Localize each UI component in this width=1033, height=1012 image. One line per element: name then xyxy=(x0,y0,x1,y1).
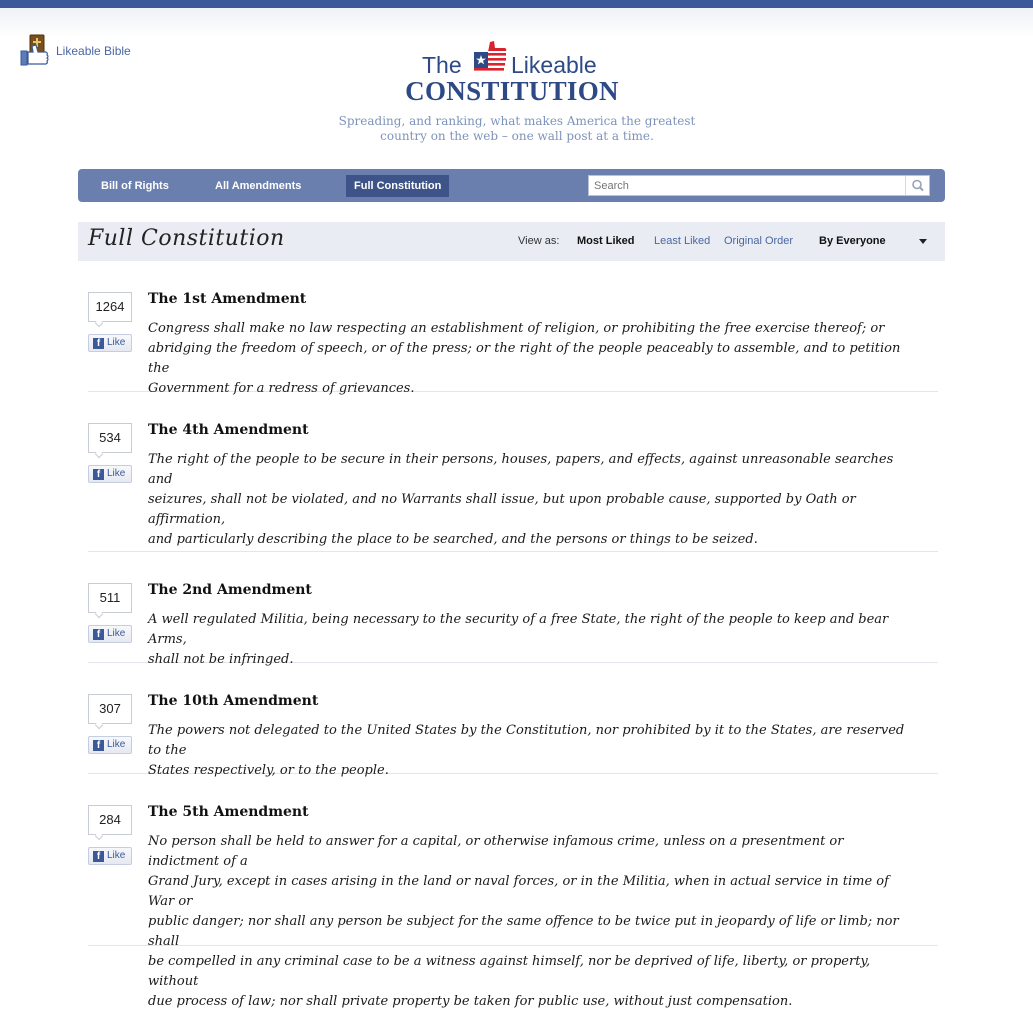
logo-likeable: Likeable xyxy=(511,52,597,78)
list-item xyxy=(88,663,938,778)
amendment-text: The powers not delegated to the United States by the Constitution, nor prohibited by it to the States, are reserved to the States respectively, or to the people. xyxy=(148,723,905,778)
flag-thumb-icon xyxy=(470,40,508,76)
like-count: 284 xyxy=(88,805,132,835)
top-gradient xyxy=(0,8,1033,38)
list-item xyxy=(88,774,938,1009)
site-logo[interactable] xyxy=(398,38,626,108)
search-box xyxy=(588,175,930,196)
facebook-f-icon: f xyxy=(93,851,104,862)
like-count: 534 xyxy=(88,423,132,453)
top-bar xyxy=(0,0,1033,8)
likeable-bible-label: Likeable Bible xyxy=(56,44,131,58)
search-button[interactable] xyxy=(905,176,929,195)
like-label: Like xyxy=(107,850,126,861)
like-button[interactable] xyxy=(88,334,132,352)
like-button[interactable] xyxy=(88,847,132,865)
amendment-text: No person shall be held to answer for a capital, or otherwise infamous crime, unless on a presentment or indictment of a Grand Jury, except in cases arising in the land or naval forces, or in the Militia, when in actual service in time of War or public danger; nor shall any person be subject for the same offence to be twice put in jeopardy of life or limb; nor shall be compelled in any criminal case to be a witness against himself, nor be deprived of life, liberty, or property, without due process of law; nor shall private property be taken for public use, without just compensation. xyxy=(148,834,899,1009)
sort-most-liked[interactable]: Most Liked xyxy=(577,235,635,247)
logo-constitution: CONSTITUTION xyxy=(405,76,619,106)
tagline xyxy=(300,114,734,144)
section-title: Full Constitution xyxy=(88,226,285,251)
like-button[interactable] xyxy=(88,736,132,754)
amendment-title[interactable]: The 10th Amendment xyxy=(148,693,319,709)
amendment-title[interactable]: The 2nd Amendment xyxy=(148,582,312,598)
view-as-label: View as: xyxy=(518,235,560,247)
nav-bill-of-rights[interactable]: Bill of Rights xyxy=(101,180,169,192)
likeable-bible-link[interactable] xyxy=(20,34,131,68)
audience-select[interactable]: By Everyone xyxy=(819,235,886,247)
search-input[interactable] xyxy=(589,176,905,195)
like-count: 511 xyxy=(88,583,132,613)
amendment-text: A well regulated Militia, being necessary to the security of a free State, the right of the people to keep and bear Arms, shall not be infringed. xyxy=(148,612,889,667)
facebook-f-icon: f xyxy=(93,629,104,640)
like-label: Like xyxy=(107,628,126,639)
chevron-down-icon[interactable] xyxy=(919,239,927,244)
amendment-title[interactable]: The 4th Amendment xyxy=(148,422,309,438)
amendment-title[interactable]: The 1st Amendment xyxy=(148,291,307,307)
list-item xyxy=(88,290,938,396)
tagline-line-1: Spreading, and ranking, what makes America the greatest xyxy=(338,114,696,128)
like-count: 307 xyxy=(88,694,132,724)
tagline-line-2: country on the web – one wall post at a time. xyxy=(380,129,654,143)
list-item xyxy=(88,552,938,667)
like-button[interactable] xyxy=(88,625,132,643)
list-item xyxy=(88,421,938,552)
like-count: 1264 xyxy=(88,292,132,322)
amendment-title[interactable]: The 5th Amendment xyxy=(148,804,309,820)
section-header xyxy=(78,222,945,261)
sort-least-liked[interactable]: Least Liked xyxy=(654,235,711,247)
amendment-list xyxy=(88,290,938,1009)
facebook-f-icon: f xyxy=(93,338,104,349)
thumbs-up-bible-icon xyxy=(20,34,50,68)
amendment-text: Congress shall make no law respecting an establishment of religion, or prohibiting the free exercise thereof; or abridging the freedom of speech, or of the press; or the right of the people peaceably to assemble, and to petition the Government for a redress of grievances. xyxy=(148,321,901,396)
facebook-f-icon: f xyxy=(93,469,104,480)
like-label: Like xyxy=(107,337,126,348)
like-label: Like xyxy=(107,739,126,750)
sort-original-order[interactable]: Original Order xyxy=(724,235,794,247)
magnifier-icon xyxy=(906,176,930,195)
logo-the: The xyxy=(422,52,462,78)
amendment-text: The right of the people to be secure in their persons, houses, papers, and effects, against unreasonable searches and seizures, shall not be violated, and no Warrants shall issue, but upon probable cause, supported by Oath or affirmation, and particularly describing the place to be searched, and the persons or things to be seized. xyxy=(148,452,894,547)
like-button[interactable] xyxy=(88,465,132,483)
main-nav xyxy=(78,169,945,202)
nav-all-amendments[interactable]: All Amendments xyxy=(215,180,302,192)
facebook-f-icon: f xyxy=(93,740,104,751)
nav-full-constitution[interactable]: Full Constitution xyxy=(346,175,449,197)
like-label: Like xyxy=(107,468,126,479)
